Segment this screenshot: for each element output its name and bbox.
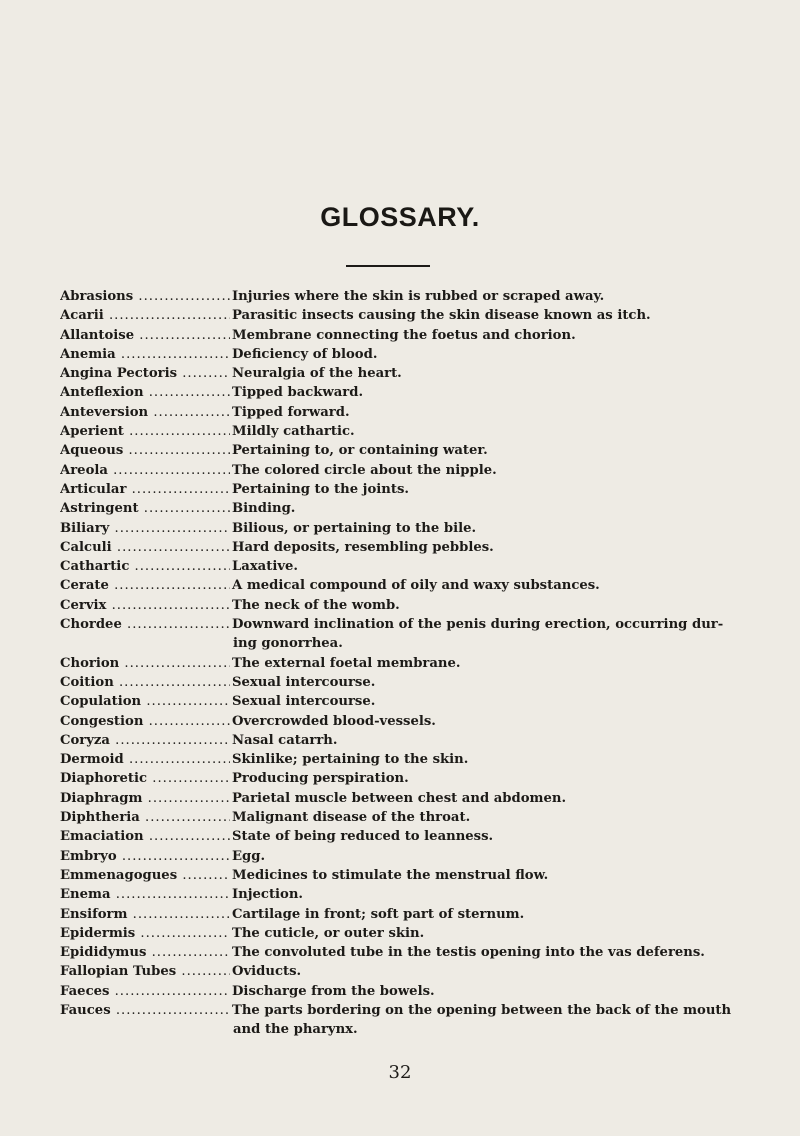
definition-text: The neck of the womb. bbox=[232, 597, 400, 613]
glossary-definition bbox=[230, 403, 790, 422]
glossary-entry bbox=[60, 847, 790, 866]
glossary-entry bbox=[60, 654, 790, 673]
glossary-term: Aqueous ..... bbox=[60, 441, 230, 460]
definition-text: Bilious, or pertaining to the bile. bbox=[232, 520, 477, 536]
glossary-term: Allantoise ..... bbox=[60, 326, 230, 345]
definition-text: Downward inclination of the penis during erection, occurring dur- bbox=[232, 617, 724, 633]
definition-text: Tipped backward. bbox=[232, 385, 364, 401]
glossary-term: Ensiform ..... bbox=[60, 905, 230, 924]
definition-text: Pertaining to, or containing water. bbox=[232, 443, 488, 459]
glossary-definition bbox=[230, 326, 790, 345]
glossary-definition bbox=[230, 866, 790, 885]
glossary-entry bbox=[60, 731, 790, 750]
glossary-definition bbox=[230, 538, 790, 557]
glossary-entry bbox=[60, 326, 790, 345]
definition-text: Parasitic insects causing the skin disease known as itch. bbox=[232, 308, 651, 324]
glossary-definition bbox=[230, 345, 790, 364]
glossary-definition bbox=[230, 712, 790, 731]
glossary-entry bbox=[60, 287, 790, 306]
glossary-entry bbox=[60, 808, 790, 827]
glossary-term: Areola ..... bbox=[60, 461, 230, 480]
definition-text: Producing perspiration. bbox=[232, 771, 409, 787]
glossary-entry bbox=[60, 789, 790, 808]
glossary-term: Astringent ..... bbox=[60, 499, 230, 518]
glossary-definition bbox=[230, 962, 790, 981]
glossary-definition bbox=[230, 519, 790, 538]
glossary-term: Chordee ..... bbox=[60, 615, 230, 634]
glossary-entry bbox=[60, 441, 790, 460]
definition-text: State of being reduced to leanness. bbox=[232, 829, 494, 845]
glossary-term: Fauces ..... bbox=[60, 1001, 230, 1020]
glossary-definition bbox=[230, 499, 790, 518]
glossary-definition bbox=[230, 692, 790, 711]
definition-text: Parietal muscle between chest and abdomen. bbox=[232, 790, 567, 806]
glossary-term: Emaciation ..... bbox=[60, 827, 230, 846]
glossary-definition bbox=[230, 982, 790, 1001]
glossary-entry bbox=[60, 750, 790, 769]
glossary-term: Epididymus ..... bbox=[60, 943, 230, 962]
glossary-entry bbox=[60, 422, 790, 441]
glossary-term: Calculi ..... bbox=[60, 538, 230, 557]
glossary-term: Enema ..... bbox=[60, 885, 230, 904]
glossary-definition bbox=[230, 847, 790, 866]
glossary-definition bbox=[230, 885, 790, 904]
glossary-term: Anemia ..... bbox=[60, 345, 230, 364]
definition-text: Malignant disease of the throat. bbox=[232, 810, 471, 826]
definition-text: Nasal catarrh. bbox=[232, 732, 338, 748]
definition-text: Neuralgia of the heart. bbox=[232, 366, 402, 382]
glossary-entry bbox=[60, 499, 790, 518]
glossary-entry bbox=[60, 480, 790, 499]
glossary-term: Cathartic ..... bbox=[60, 557, 230, 576]
glossary-term: Diphtheria ..... bbox=[60, 808, 230, 827]
glossary-entry bbox=[60, 403, 790, 422]
glossary-entry bbox=[60, 364, 790, 383]
glossary-entry bbox=[60, 982, 790, 1001]
page-title: GLOSSARY. bbox=[320, 202, 480, 232]
glossary-definition bbox=[230, 943, 790, 962]
glossary-term: Anteflexion ..... bbox=[60, 383, 230, 402]
glossary-entry bbox=[60, 306, 790, 325]
glossary-definition bbox=[230, 576, 790, 595]
definition-text: Medicines to stimulate the menstrual flow. bbox=[232, 867, 549, 883]
glossary-term: Anteversion ..... bbox=[60, 403, 230, 422]
glossary-definition bbox=[230, 731, 790, 750]
definition-text: Hard deposits, resembling pebbles. bbox=[232, 539, 494, 555]
glossary-term: Embryo ..... bbox=[60, 847, 230, 866]
glossary-list bbox=[60, 287, 790, 1040]
glossary-entry bbox=[60, 885, 790, 904]
glossary-entry bbox=[60, 712, 790, 731]
definition-text: The colored circle about the nipple. bbox=[232, 462, 497, 478]
glossary-definition bbox=[230, 441, 790, 460]
glossary-definition bbox=[230, 789, 790, 808]
definition-text: Overcrowded blood-vessels. bbox=[232, 713, 436, 729]
glossary-definition bbox=[230, 480, 790, 499]
glossary-entry bbox=[60, 576, 790, 595]
glossary-entry bbox=[60, 538, 790, 557]
glossary-definition bbox=[230, 1001, 790, 1040]
glossary-term: Emmenagogues ..... bbox=[60, 866, 230, 885]
definition-text: The cuticle, or outer skin. bbox=[232, 925, 425, 941]
glossary-definition bbox=[230, 924, 790, 943]
glossary-definition bbox=[230, 557, 790, 576]
glossary-term: Cervix ..... bbox=[60, 596, 230, 615]
glossary-entry bbox=[60, 905, 790, 924]
glossary-term: Coryza ..... bbox=[60, 731, 230, 750]
glossary-definition bbox=[230, 750, 790, 769]
definition-text: Laxative. bbox=[232, 559, 298, 575]
definition-text: Tipped forward. bbox=[232, 404, 350, 420]
glossary-definition bbox=[230, 615, 790, 654]
glossary-definition bbox=[230, 422, 790, 441]
glossary-entry bbox=[60, 345, 790, 364]
glossary-term: Cerate ..... bbox=[60, 576, 230, 595]
glossary-term: Aperient ..... bbox=[60, 422, 230, 441]
glossary-term: Angina Pectoris ..... bbox=[60, 364, 230, 383]
definition-text: Injection. bbox=[232, 887, 304, 903]
definition-text: A medical compound of oily and waxy substances. bbox=[232, 578, 600, 594]
definition-text: Oviducts. bbox=[232, 964, 302, 980]
glossary-entry bbox=[60, 827, 790, 846]
glossary-definition bbox=[230, 596, 790, 615]
glossary-term: Fallopian Tubes ..... bbox=[60, 962, 230, 981]
glossary-entry bbox=[60, 596, 790, 615]
glossary-definition bbox=[230, 364, 790, 383]
glossary-definition bbox=[230, 827, 790, 846]
glossary-term: Copulation ..... bbox=[60, 692, 230, 711]
glossary-term: Dermoid ..... bbox=[60, 750, 230, 769]
glossary-entry bbox=[60, 769, 790, 788]
glossary-entry bbox=[60, 461, 790, 480]
glossary-definition bbox=[230, 673, 790, 692]
glossary-definition bbox=[230, 654, 790, 673]
page-number: 32 bbox=[388, 1062, 412, 1083]
definition-continuation: ing gonorrhea. bbox=[233, 636, 343, 652]
glossary-term: Abrasions ..... bbox=[60, 287, 230, 306]
definition-text: Discharge from the bowels. bbox=[232, 983, 435, 999]
glossary-entry bbox=[60, 1001, 790, 1040]
glossary-term: Diaphragm ..... bbox=[60, 789, 230, 808]
title-divider bbox=[346, 265, 430, 267]
glossary-definition bbox=[230, 461, 790, 480]
definition-text: Mildly cathartic. bbox=[232, 424, 355, 440]
glossary-entry bbox=[60, 866, 790, 885]
definition-text: The external foetal membrane. bbox=[232, 655, 461, 671]
glossary-term: Coition ..... bbox=[60, 673, 230, 692]
definition-text: Egg. bbox=[232, 848, 266, 864]
glossary-definition bbox=[230, 905, 790, 924]
definition-text: Binding. bbox=[232, 501, 296, 517]
glossary-definition bbox=[230, 306, 790, 325]
glossary-entry bbox=[60, 924, 790, 943]
definition-text: Deficiency of blood. bbox=[232, 346, 378, 362]
definition-text: The convoluted tube in the testis opening into the vas deferens. bbox=[232, 945, 705, 961]
glossary-term: Diaphoretic ..... bbox=[60, 769, 230, 788]
glossary-definition bbox=[230, 808, 790, 827]
glossary-entry bbox=[60, 962, 790, 981]
glossary-entry bbox=[60, 692, 790, 711]
definition-continuation: and the pharynx. bbox=[233, 1022, 358, 1038]
glossary-entry bbox=[60, 519, 790, 538]
glossary-term: Articular ..... bbox=[60, 480, 230, 499]
definition-text: Cartilage in front; soft part of sternum. bbox=[232, 906, 525, 922]
glossary-definition bbox=[230, 287, 790, 306]
definition-text: Skinlike; pertaining to the skin. bbox=[232, 752, 469, 768]
glossary-term: Biliary ..... bbox=[60, 519, 230, 538]
definition-text: Membrane connecting the foetus and chorion. bbox=[232, 327, 576, 343]
glossary-definition bbox=[230, 769, 790, 788]
definition-text: Injuries where the skin is rubbed or scraped away. bbox=[232, 289, 605, 304]
glossary-term: Faeces ..... bbox=[60, 982, 230, 1001]
glossary-entry bbox=[60, 557, 790, 576]
glossary-term: Epidermis ..... bbox=[60, 924, 230, 943]
definition-text: Pertaining to the joints. bbox=[232, 481, 409, 497]
definition-text: Sexual intercourse. bbox=[232, 674, 376, 690]
definition-text: Sexual intercourse. bbox=[232, 694, 376, 710]
glossary-definition bbox=[230, 383, 790, 402]
glossary-term: Congestion ..... bbox=[60, 712, 230, 731]
glossary-entry bbox=[60, 943, 790, 962]
definition-text: The parts bordering on the opening between the back of the mouth bbox=[232, 1002, 732, 1018]
glossary-term: Chorion ..... bbox=[60, 654, 230, 673]
glossary-entry bbox=[60, 615, 790, 654]
glossary-entry bbox=[60, 383, 790, 402]
glossary-entry bbox=[60, 673, 790, 692]
glossary-term: Acarii ..... bbox=[60, 306, 230, 325]
